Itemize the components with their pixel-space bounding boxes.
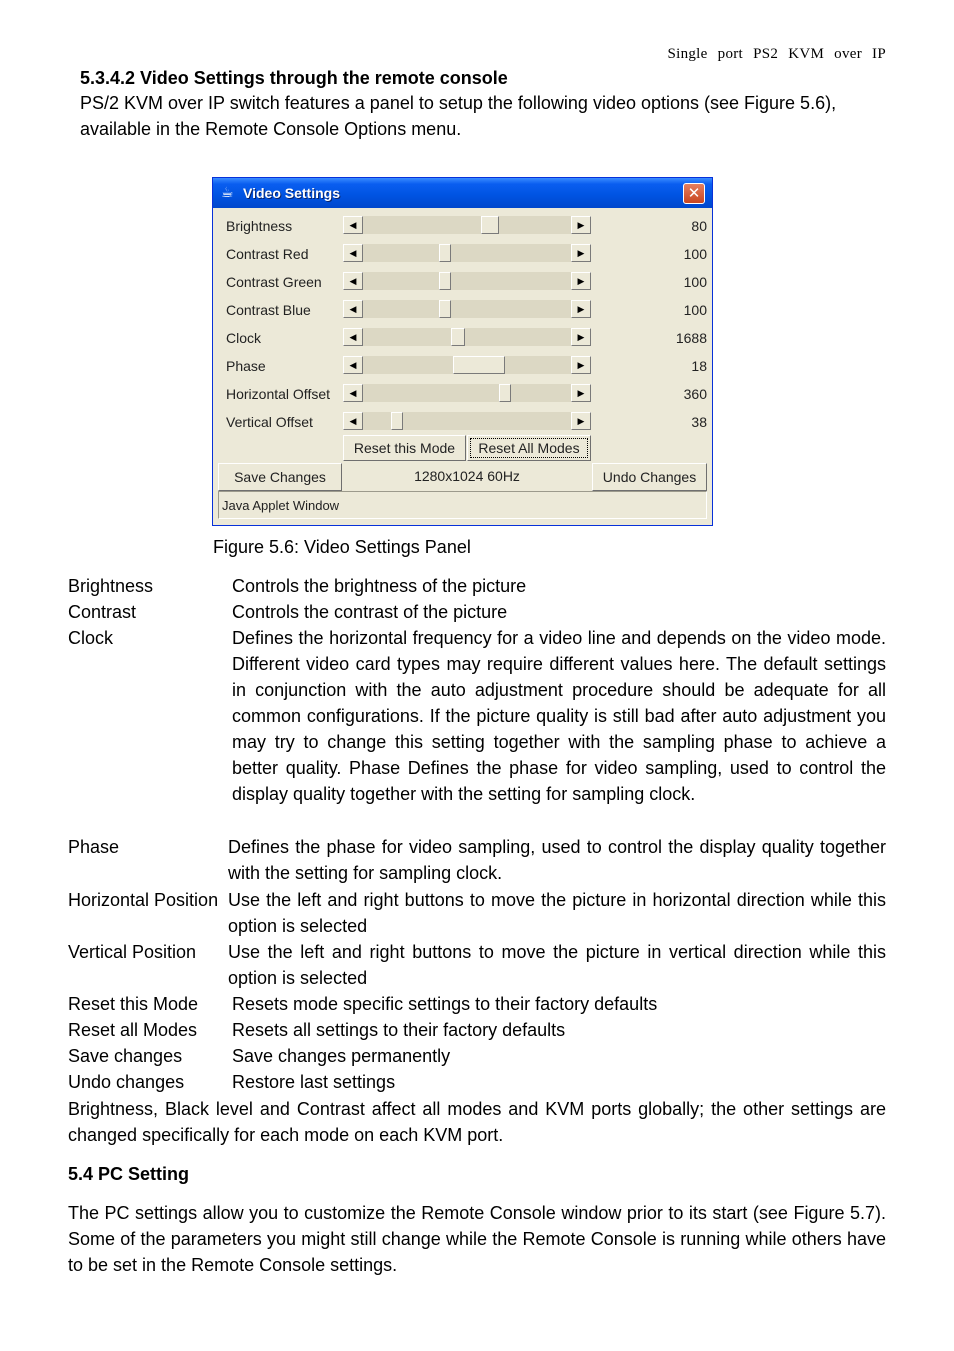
setting-label: Brightness [226, 218, 293, 234]
close-icon[interactable]: ✕ [683, 183, 705, 204]
scroll-left-arrow-icon[interactable]: ◀ [343, 216, 363, 234]
scroll-right-arrow-icon[interactable]: ▶ [571, 244, 591, 262]
reset-this-mode-button[interactable]: Reset this Mode [343, 435, 466, 461]
setting-value: 360 [683, 386, 707, 402]
definition-desc: Defines the phase for video sampling, used to control the display quality together with the setting for sampling clock. [228, 837, 886, 883]
section-title-pc-setting: 5.4 PC Setting [68, 1164, 190, 1184]
intro-paragraph: PS/2 KVM over IP switch features a panel to setup the following video options (see Figure 5.6), available in the Remote Console Options menu. [80, 93, 837, 139]
scroll-right-arrow-icon[interactable]: ▶ [571, 216, 591, 234]
setting-value: 18 [691, 358, 707, 374]
slider-track[interactable] [363, 384, 571, 402]
slider-thumb[interactable] [453, 356, 505, 374]
setting-row-phase [216, 353, 709, 377]
running-header: Single port PS2 KVM over IP [667, 46, 886, 62]
scroll-right-arrow-icon[interactable]: ▶ [571, 356, 591, 374]
definition-term: Reset all Modes [68, 1020, 198, 1040]
definition-term: Save changes [68, 1046, 183, 1066]
scroll-left-arrow-icon[interactable]: ◀ [343, 272, 363, 290]
setting-row-contrast-blue [216, 297, 709, 321]
definition-desc: Defines the horizontal frequency for a video line and depends on the video mode. Different video card types may require different values here. The default settings in conjunction with the auto adjustment procedure should be adequate for all common configurations. If the picture quality is still bad after auto adjustment you may try to change this setting together with the sampling phase to achieve a better quality. Phase Defines the phase for video sampling, used to control the display quality together with the setting for sampling clock. [232, 628, 886, 804]
definition-desc: Use the left and right buttons to move the picture in horizontal direction while this option is selected [228, 890, 886, 936]
slider-thumb[interactable] [439, 300, 451, 318]
slider-thumb[interactable] [439, 272, 451, 290]
section-title: 5.3.4.2 Video Settings through the remote console [80, 68, 508, 88]
slider-track[interactable] [363, 356, 571, 374]
dialog-title: Video Settings [243, 185, 340, 201]
slider-track[interactable] [363, 244, 571, 262]
setting-value: 100 [683, 246, 707, 262]
slider-track[interactable] [363, 300, 571, 318]
scroll-right-arrow-icon[interactable]: ▶ [571, 328, 591, 346]
reset-all-modes-button[interactable]: Reset All Modes [467, 435, 591, 461]
definition-desc: Restore last settings [232, 1072, 396, 1092]
setting-row-brightness [216, 213, 709, 237]
setting-label: Contrast Blue [226, 302, 311, 318]
definition-desc: Resets mode specific settings to their factory defaults [232, 994, 658, 1014]
definition-desc: Save changes permanently [232, 1046, 451, 1066]
setting-label: Contrast Green [226, 274, 322, 290]
slider-track[interactable] [363, 328, 571, 346]
definition-desc: Controls the contrast of the picture [232, 602, 508, 622]
pc-setting-paragraph: The PC settings allow you to customize the Remote Console window prior to its start (see Figure 5.7). Some of the parameters you might still change while the Remote Console is running while others have to be set in the Remote Console settings. [68, 1203, 886, 1275]
definition-desc: Use the left and right buttons to move the picture in vertical direction while this option is selected [228, 942, 886, 988]
definition-desc: Controls the brightness of the picture [232, 576, 527, 596]
slider-track[interactable] [363, 216, 571, 234]
slider-track[interactable] [363, 412, 571, 430]
setting-row-contrast-red [216, 241, 709, 265]
setting-row-clock [216, 325, 709, 349]
definition-term: Undo changes [68, 1072, 185, 1092]
dialog-body [216, 209, 709, 522]
save-changes-button[interactable]: Save Changes [218, 463, 342, 491]
scroll-right-arrow-icon[interactable]: ▶ [571, 272, 591, 290]
definition-term: Brightness [68, 576, 154, 596]
setting-label: Horizontal Offset [226, 386, 331, 402]
slider-thumb[interactable] [391, 412, 403, 430]
definition-term: Contrast [68, 602, 137, 622]
slider-track[interactable] [363, 272, 571, 290]
setting-label: Contrast Red [226, 246, 309, 262]
scroll-left-arrow-icon[interactable]: ◀ [343, 244, 363, 262]
video-mode-display: 1280x1024 60Hz [414, 468, 520, 484]
setting-label: Clock [226, 330, 262, 346]
definition-term: Horizontal Position [68, 890, 219, 910]
video-settings-dialog [212, 177, 713, 526]
setting-label: Phase [226, 358, 266, 374]
setting-row-vertical-offset [216, 409, 709, 433]
definition-term: Reset this Mode [68, 994, 199, 1014]
scroll-left-arrow-icon[interactable]: ◀ [343, 328, 363, 346]
definition-term: Clock [68, 628, 114, 648]
slider-thumb[interactable] [439, 244, 451, 262]
scroll-left-arrow-icon[interactable]: ◀ [343, 412, 363, 430]
scroll-right-arrow-icon[interactable]: ▶ [571, 412, 591, 430]
setting-row-contrast-green [216, 269, 709, 293]
scroll-left-arrow-icon[interactable]: ◀ [343, 384, 363, 402]
dialog-titlebar[interactable] [213, 178, 712, 208]
slider-thumb[interactable] [451, 328, 465, 346]
scroll-left-arrow-icon[interactable]: ◀ [343, 300, 363, 318]
scroll-left-arrow-icon[interactable]: ◀ [343, 356, 363, 374]
setting-label: Vertical Offset [226, 414, 313, 430]
setting-value: 100 [683, 302, 707, 318]
setting-row-horizontal-offset [216, 381, 709, 405]
setting-value: 80 [691, 218, 707, 234]
slider-thumb[interactable] [481, 216, 499, 234]
figure-caption: Figure 5.6: Video Settings Panel [213, 537, 471, 557]
applet-status-bar: Java Applet Window [218, 491, 707, 519]
setting-value: 38 [691, 414, 707, 430]
scroll-right-arrow-icon[interactable]: ▶ [571, 300, 591, 318]
definition-term: Vertical Position [68, 942, 197, 962]
scroll-right-arrow-icon[interactable]: ▶ [571, 384, 591, 402]
note-paragraph: Brightness, Black level and Contrast affect all modes and KVM ports globally; the other settings are changed specifically for each mode on each KVM port. [68, 1099, 886, 1145]
undo-changes-button[interactable]: Undo Changes [592, 463, 707, 491]
definition-term: Phase [68, 837, 120, 857]
setting-value: 100 [683, 274, 707, 290]
slider-thumb[interactable] [499, 384, 511, 402]
definition-desc: Resets all settings to their factory defaults [232, 1020, 566, 1040]
setting-value: 1688 [675, 330, 707, 346]
java-icon: ☕ [221, 184, 234, 200]
